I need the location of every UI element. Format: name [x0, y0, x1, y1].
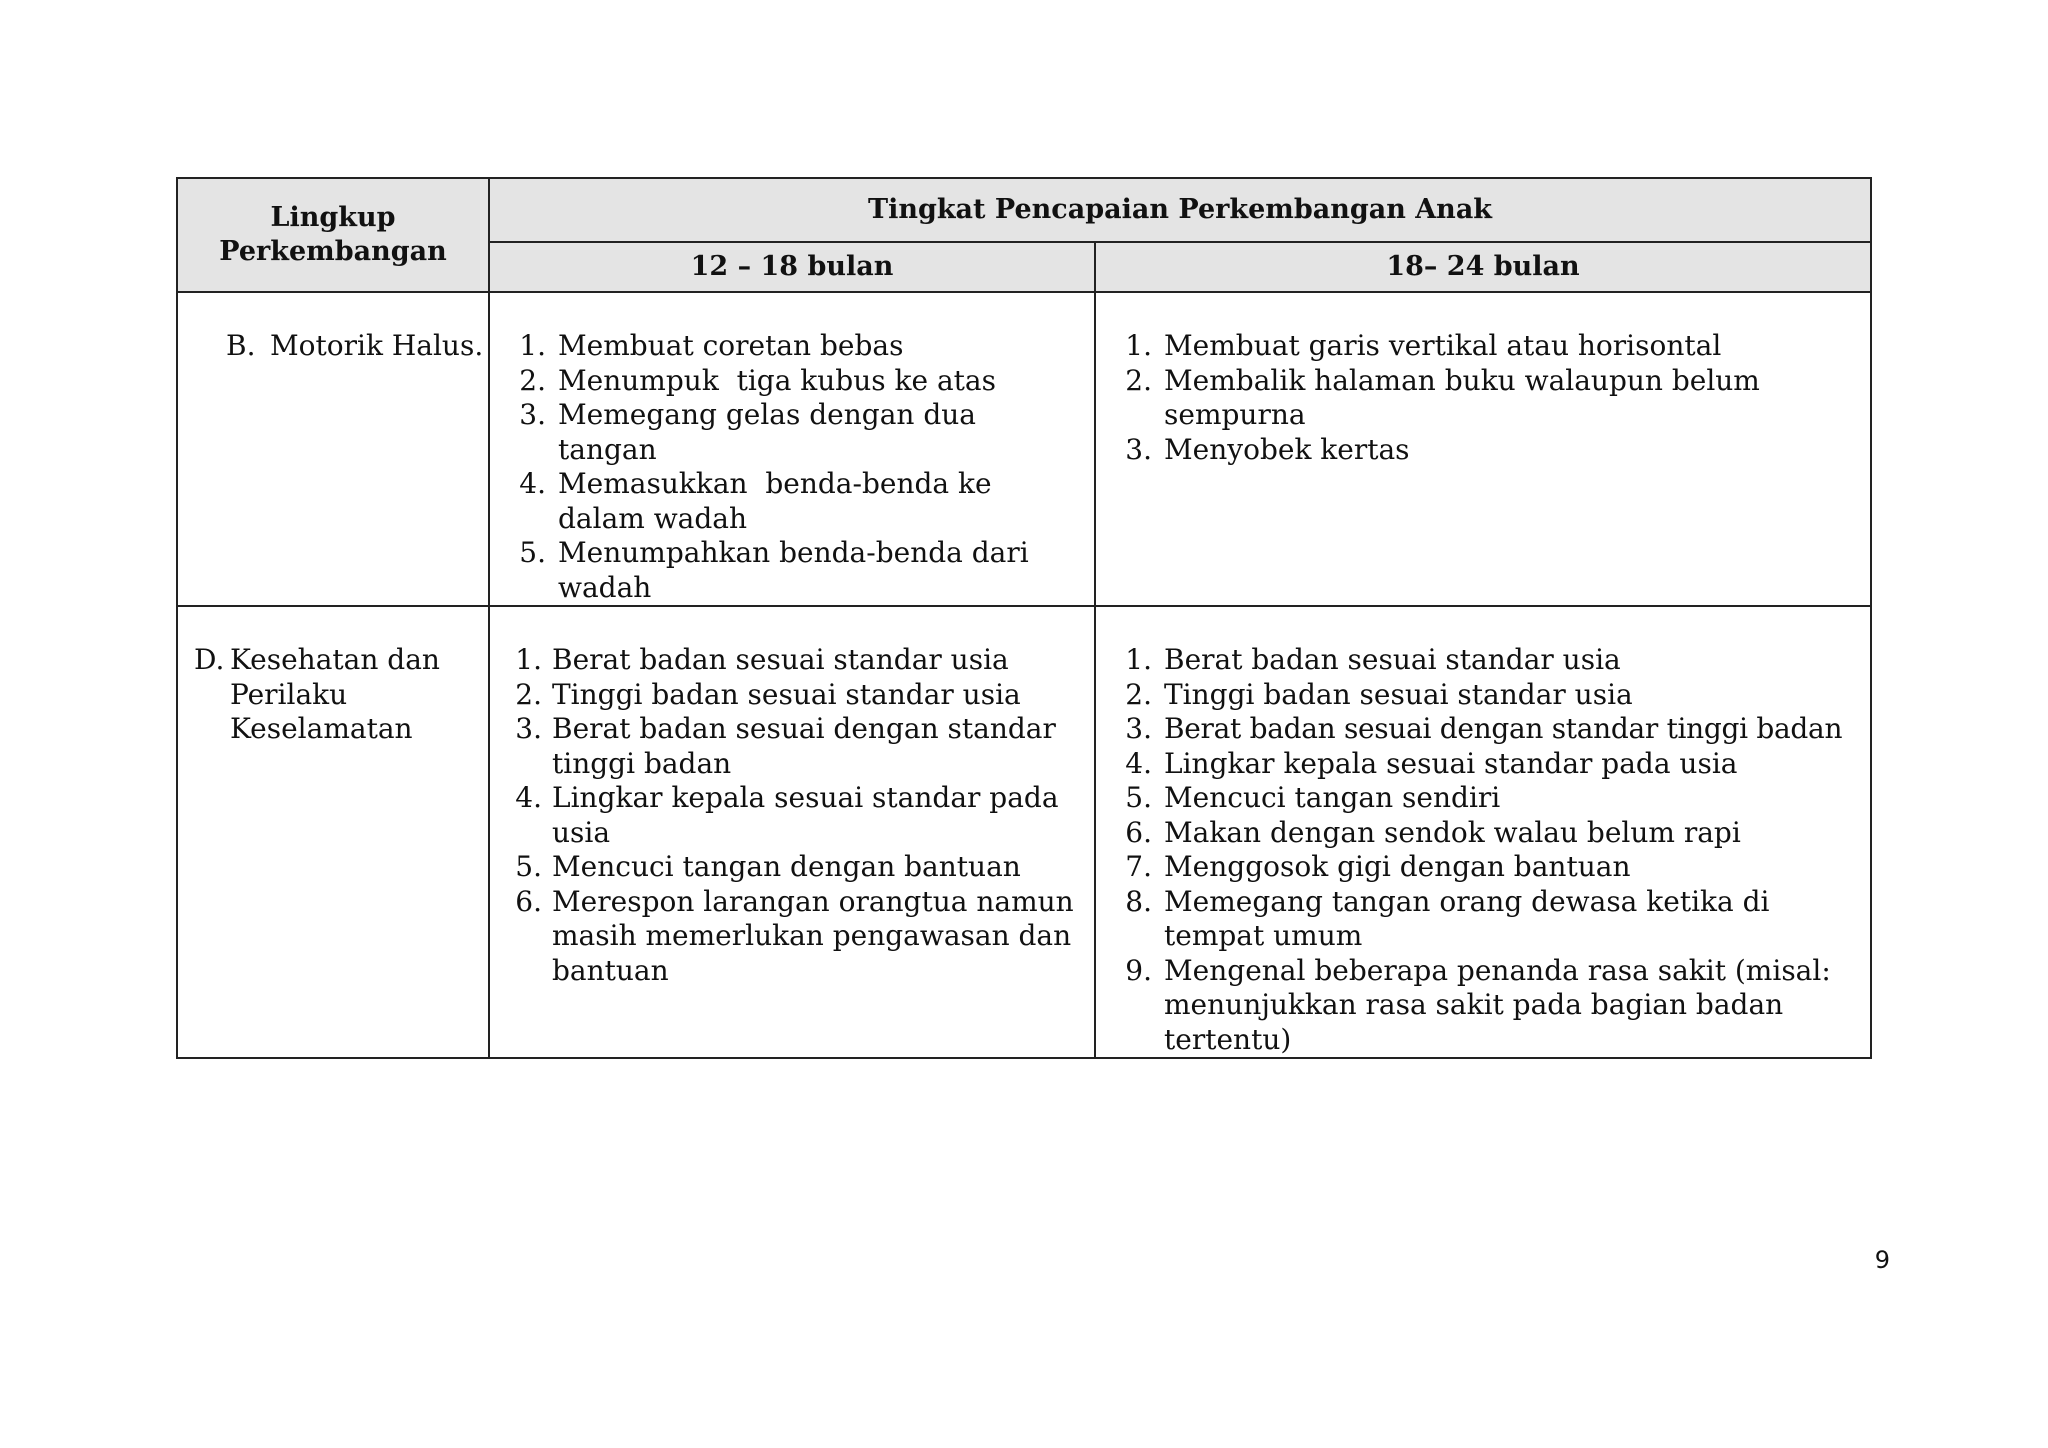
area-letter: D.: [194, 643, 225, 676]
item-number: 4.: [515, 781, 542, 814]
list-item: [504, 364, 1082, 399]
item-number: 7.: [1125, 850, 1152, 883]
list-item: [504, 536, 1082, 605]
list-item: [504, 712, 1082, 781]
list-item: [1110, 954, 1858, 1058]
item-text: Menumpahkan benda-benda dari wadah: [558, 536, 1029, 604]
item-number: 5.: [519, 536, 546, 569]
item-number: 1.: [1125, 643, 1152, 676]
item-number: 5.: [515, 850, 542, 883]
area-label: [178, 293, 488, 364]
item-text: Makan dengan sendok walau belum rapi: [1164, 815, 1741, 849]
list-item: [1110, 364, 1858, 433]
item-text: Berat badan sesuai dengan standar tinggi badan: [552, 712, 1056, 780]
item-number: 3.: [515, 712, 542, 745]
item-text: Mengenal beberapa penanda rasa sakit (misal: menunjukkan rasa sakit pada bagian badan tertentu): [1164, 953, 1831, 1056]
item-text: Menggosok gigi dengan bantuan: [1164, 850, 1631, 883]
col1-cell: [489, 606, 1095, 1058]
list-item: [504, 781, 1082, 850]
header-col2: [1095, 242, 1871, 292]
item-text: Merespon larangan orangtua namun masih memerlukan pengawasan dan bantuan: [552, 884, 1074, 987]
list-item: [1110, 678, 1858, 713]
area-cell: [177, 292, 489, 606]
table-header-row: [177, 178, 1871, 242]
list-item: [504, 467, 1082, 536]
item-number: 2.: [515, 677, 542, 711]
list-item: [1110, 643, 1858, 678]
col2-list: [1096, 293, 1870, 467]
item-text: Berat badan sesuai standar usia: [1164, 643, 1621, 676]
item-text: Mencuci tangan sendiri: [1164, 781, 1501, 814]
item-text: Lingkar kepala sesuai standar pada usia: [552, 781, 1059, 849]
col1-list: [490, 293, 1094, 605]
item-text: Tinggi badan sesuai standar usia: [1164, 677, 1633, 711]
list-item: [1110, 816, 1858, 851]
area-label: [178, 607, 488, 747]
list-item: [504, 398, 1082, 467]
item-text: Menumpuk tiga kubus ke atas: [558, 363, 996, 397]
header-area: [177, 178, 489, 292]
item-number: 1.: [1125, 329, 1152, 362]
area-letter: B.: [226, 329, 256, 362]
item-number: 2.: [1125, 363, 1152, 397]
table-row: [177, 292, 1871, 606]
col1-cell: [489, 292, 1095, 606]
list-item: [504, 850, 1082, 885]
item-text: Membuat garis vertikal atau horisontal: [1164, 329, 1722, 362]
item-text: Memegang tangan orang dewasa ketika di tempat umum: [1164, 884, 1770, 952]
col1-list: [490, 607, 1094, 988]
item-text: Tinggi badan sesuai standar usia: [552, 677, 1021, 711]
header-col1-label: 12 – 18 bulan: [690, 251, 894, 282]
item-text: Memegang gelas dengan dua tangan: [558, 398, 976, 466]
list-item: [1110, 885, 1858, 954]
header-area-label: Lingkup Perkembangan: [219, 202, 447, 267]
header-main-label: Tingkat Pencapaian Perkembangan Anak: [867, 194, 1493, 225]
area-name: Kesehatan dan Perilaku Keselamatan: [230, 643, 440, 745]
item-number: 3.: [519, 398, 546, 431]
item-text: Membalik halaman buku walaupun belum sempurna: [1164, 363, 1760, 431]
list-item: [1110, 433, 1858, 468]
page-number: 9: [1874, 1246, 1890, 1274]
list-item: [1110, 747, 1858, 782]
header-main: [489, 178, 1871, 242]
list-item: [504, 678, 1082, 713]
header-col1: [489, 242, 1095, 292]
item-number: 5.: [1125, 781, 1152, 814]
item-number: 2.: [519, 363, 546, 397]
item-text: Mencuci tangan dengan bantuan: [552, 850, 1021, 883]
list-item: [1110, 712, 1858, 747]
item-number: 8.: [1125, 884, 1152, 918]
list-item: [504, 643, 1082, 678]
col2-cell: [1095, 292, 1871, 606]
list-item: [1110, 781, 1858, 816]
item-text: Menyobek kertas: [1164, 432, 1410, 466]
item-number: 2.: [1125, 677, 1152, 711]
development-table: [176, 177, 1872, 1059]
item-text: Lingkar kepala sesuai standar pada usia: [1164, 746, 1738, 780]
table-row: [177, 606, 1871, 1058]
header-col2-label: 18– 24 bulan: [1386, 251, 1580, 282]
item-number: 4.: [1125, 746, 1152, 780]
item-number: 9.: [1125, 953, 1152, 987]
area-name: Motorik Halus.: [270, 329, 484, 362]
col2-cell: [1095, 606, 1871, 1058]
item-text: Berat badan sesuai standar usia: [552, 643, 1009, 676]
item-number: 3.: [1125, 432, 1152, 466]
item-text: Berat badan sesuai dengan standar tinggi badan: [1164, 712, 1843, 745]
list-item: [1110, 850, 1858, 885]
item-number: 6.: [1125, 815, 1152, 849]
item-number: 1.: [515, 643, 542, 676]
item-text: Membuat coretan bebas: [558, 329, 904, 362]
item-number: 6.: [515, 884, 542, 918]
col2-list: [1096, 607, 1870, 1057]
list-item: [1110, 329, 1858, 364]
area-cell: [177, 606, 489, 1058]
item-number: 1.: [519, 329, 546, 362]
item-number: 4.: [519, 467, 546, 500]
item-number: 3.: [1125, 712, 1152, 745]
list-item: [504, 329, 1082, 364]
item-text: Memasukkan benda-benda ke dalam wadah: [558, 467, 1001, 535]
list-item: [504, 885, 1082, 989]
